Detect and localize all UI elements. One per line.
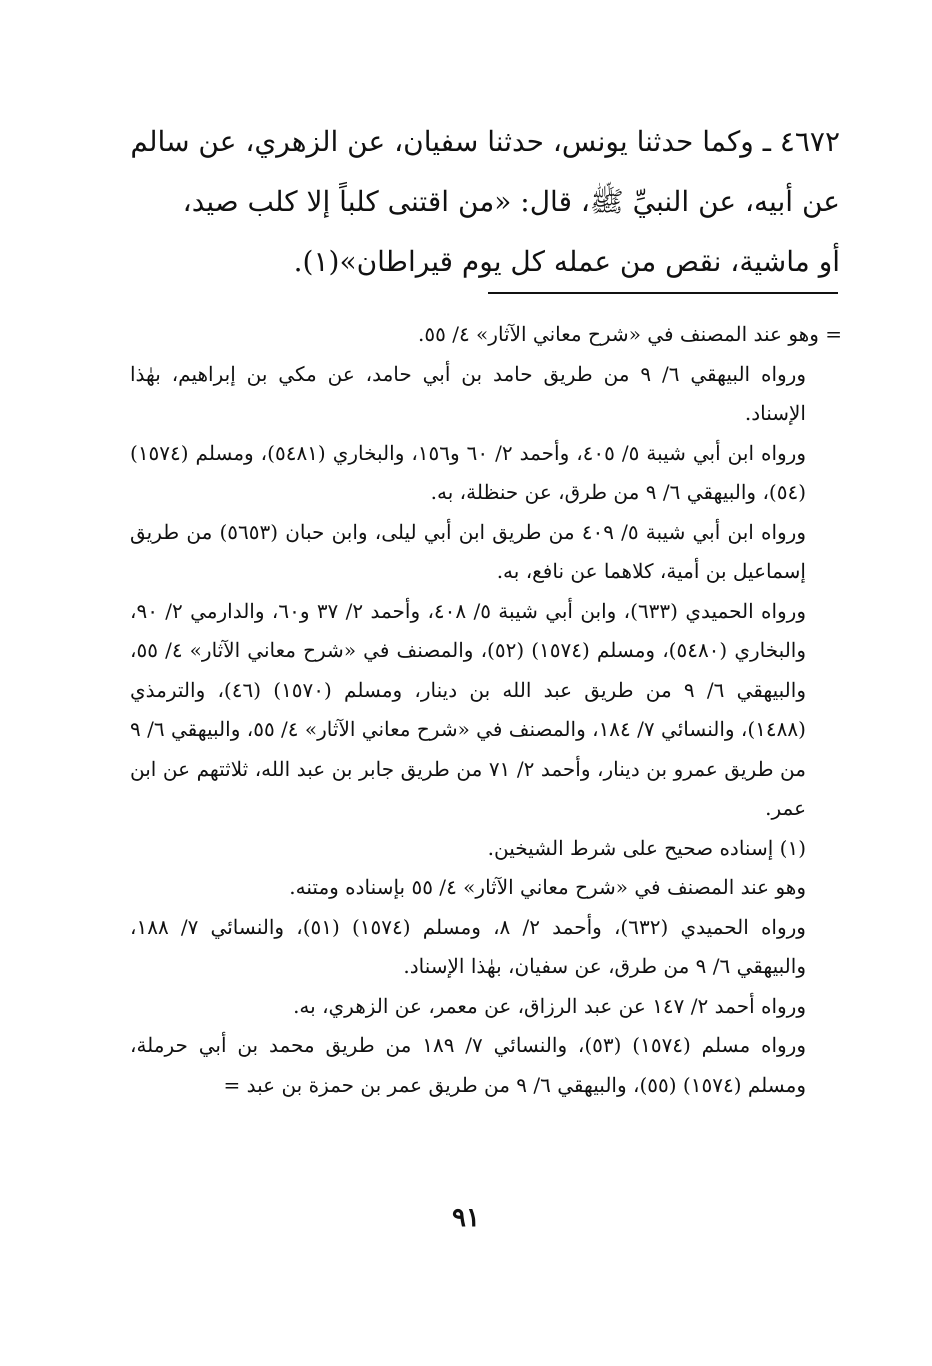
footnote-1-heading: (١) إسناده صحيح على شرط الشيخين. [487,835,806,860]
note-paragraph: ورواه الحميدي (٦٣٣)، وابن أبي شيبة ٥/ ٤٠٨، وأحمد ٢/ ٣٧ و٦٠، والدارمي ٢/ ٩٠، والبخاري (٥٤٨٠)، ومسلم (١٥٧٤) (٥٢)، والمصنف في «شرح معاني الآثار» ٤/ ٥٥، والبيهقي ٦/ ٩ من طريق عبد الله بن دينار، ومسلم (١٥٧٠) (٤٦)، والترمذي (١٤٨٨)، والنسائي ٧/ ١٨٤، والمصنف في «شرح معاني الآثار» ٤/ ٥٥، والبيهقي ٦/ ٩ من طريق عمرو بن دينار، وأحمد ٢/ ٧١ من طريق جابر بن عبد الله، ثلاثتهم عن ابن عمر. [130,598,806,820]
note-paragraph: ورواه ابن أبي شيبة ٥/ ٤٠٩ من طريق ابن أبي ليلى، وابن حبان (٥٦٥٣) من طريق إسماعيل بن أمية، كلاهما عن نافع، به. [130,519,806,583]
footnote-paragraph: ورواه الحميدي (٦٣٢)، وأحمد ٢/ ٨، ومسلم (١٥٧٤) (٥١)، والنسائي ٧/ ١٨٨، والبيهقي ٦/ ٩ من طرق، عن سفيان، بهٰذا الإسناد. [130,914,806,978]
footnote-separator [488,292,838,294]
page-number: ٩١ [452,1203,480,1233]
hadith-line-3: أو ماشية، نقص من عمله كل يوم قيراطان»(١). [293,245,840,278]
hadith-text [120,112,840,292]
note-continuation: = وهو عند المصنف في «شرح معاني الآثار» ٤/ ٥٥. [418,322,842,346]
footnotes-section [130,315,842,1105]
footnote-paragraph: ورواه أحمد ٢/ ١٤٧ عن عبد الرزاق، عن معمر، عن الزهري، به. [293,993,806,1018]
hadith-line-2: عن أبيه، عن النبيِّ ﷺ، قال: «من اقتنى كلباً إلا كلب صيد، [182,185,840,218]
hadith-line-1: ٤٦٧٢ ـ وكما حدثنا يونس، حدثنا سفيان، عن الزهري، عن سالم [130,125,840,158]
footnote-1-line: وهو عند المصنف في «شرح معاني الآثار» ٤/ ٥٥ بإسناده ومتنه. [289,875,806,899]
note-paragraph: ورواه ابن أبي شيبة ٥/ ٤٠٥، وأحمد ٢/ ٦٠ و١٥٦، والبخاري (٥٤٨١)، ومسلم (١٥٧٤) (٥٤)، والبيهقي ٦/ ٩ من طرق، عن حنظلة، به. [130,440,806,504]
footnote-paragraph: ورواه مسلم (١٥٧٤) (٥٣)، والنسائي ٧/ ١٨٩ من طريق محمد بن أبي حرملة، ومسلم (١٥٧٤) (٥٥)، والبيهقي ٦/ ٩ من طريق عمر بن حمزة بن عبد = [130,1033,806,1097]
note-paragraph: ورواه البيهقي ٦/ ٩ من طريق حامد بن أبي حامد، عن مكي بن إبراهيم، بهٰذا الإسناد. [130,361,806,425]
